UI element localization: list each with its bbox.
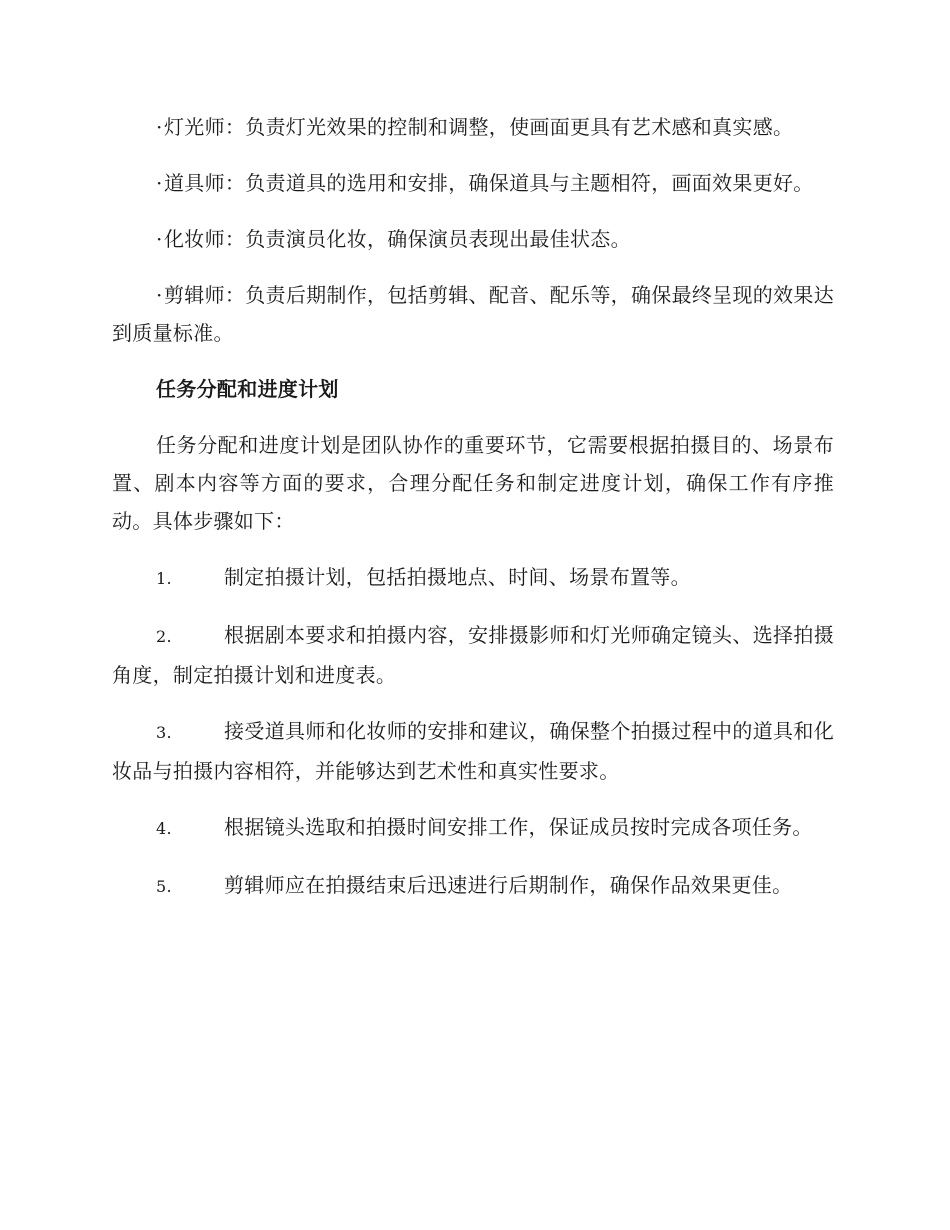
section-intro: 任务分配和进度计划是团队协作的重要环节，它需要根据拍摄目的、场景布置、剧本内容等方面的要求，合理分配任务和制定进度计划，确保工作有序推动。具体步骤如下：: [112, 433, 834, 533]
bullet-text: 化妆师：负责演员化妆，确保演员表现出最佳状态。: [164, 227, 631, 251]
bullet-text: 道具师：负责道具的选用和安排，确保道具与主题相符，画面效果更好。: [164, 171, 814, 195]
step-number: 2.: [156, 627, 172, 646]
bullet-props: [112, 164, 834, 202]
step-number: 4.: [156, 819, 172, 838]
step-number: 3.: [156, 723, 172, 742]
step-item-2: [112, 616, 834, 694]
bullet-text: 剪辑师：负责后期制作，包括剪辑、配音、配乐等，确保最终呈现的效果达到质量标准。: [112, 283, 834, 345]
step-text: 制定拍摄计划，包括拍摄地点、时间、场景布置等。: [224, 565, 691, 589]
step-number: 5.: [156, 877, 172, 896]
bullet-lighting: [112, 108, 834, 146]
bullet-makeup: [112, 220, 834, 258]
step-item-1: [112, 558, 834, 598]
step-text: 接受道具师和化妆师的安排和建议，确保整个拍摄过程中的道具和化妆品与拍摄内容相符，并能够达到艺术性和真实性要求。: [112, 719, 834, 783]
step-text: 剪辑师应在拍摄结束后迅速进行后期制作，确保作品效果更佳。: [224, 873, 793, 897]
bullet-dot: ·: [156, 115, 163, 139]
bullet-dot: ·: [156, 227, 163, 251]
document-page: [112, 108, 834, 924]
bullet-editing: [112, 276, 834, 352]
step-item-3: [112, 712, 834, 790]
step-number: 1.: [156, 569, 172, 588]
step-item-4: [112, 808, 834, 848]
bullet-dot: ·: [156, 283, 163, 307]
bullet-dot: ·: [156, 171, 163, 195]
step-item-5: [112, 866, 834, 906]
step-text: 根据镜头选取和拍摄时间安排工作，保证成员按时完成各项任务。: [224, 815, 813, 839]
section-heading: 任务分配和进度计划: [156, 377, 339, 401]
step-text: 根据剧本要求和拍摄内容，安排摄影师和灯光师确定镜头、选择拍摄角度，制定拍摄计划和进度表。: [112, 623, 834, 687]
bullet-text: 灯光师：负责灯光效果的控制和调整，使画面更具有艺术感和真实感。: [164, 115, 794, 139]
